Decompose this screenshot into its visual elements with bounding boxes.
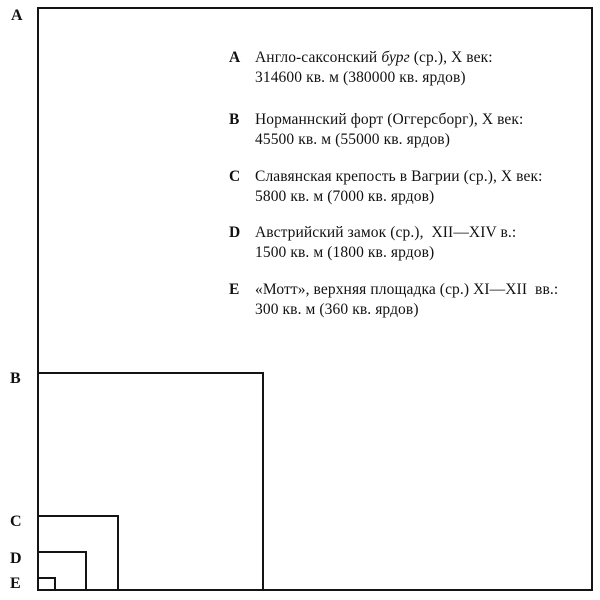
legend-d-line1: Австрийский замок (ср.), XII—XIV в.: <box>255 224 517 241</box>
legend-entry-a <box>229 48 600 88</box>
legend-letter-d: D <box>229 224 241 241</box>
legend-c-line2: 5800 кв. м (7000 кв. ярдов) <box>255 188 435 205</box>
legend-b-line2: 45500 кв. м (55000 кв. ярдов) <box>255 131 450 148</box>
legend-entry-e <box>229 280 600 320</box>
legend-a-line2: 314600 кв. м (380000 кв. ярдов) <box>255 69 466 86</box>
square-e-motte <box>37 577 56 591</box>
legend-e-line1: «Мотт», верхняя площадка (ср.) XI—XII вв.: <box>255 281 559 298</box>
legend-letter-c: C <box>229 168 241 185</box>
legend-letter-a: A <box>229 49 241 66</box>
legend-text-c <box>255 167 600 207</box>
square-label-c: C <box>10 513 22 530</box>
legend-c-line1: Славянская крепость в Вагрии (ср.), X век: <box>255 168 543 185</box>
legend-text-e <box>255 280 600 320</box>
legend-entry-b <box>229 110 600 150</box>
legend-letter-e: E <box>229 281 240 298</box>
legend-e-line2: 300 кв. м (360 кв. ярдов) <box>255 301 419 318</box>
legend-text-b <box>255 110 600 150</box>
square-label-b: B <box>10 370 21 387</box>
square-label-d: D <box>10 550 22 567</box>
square-label-a: A <box>11 7 23 24</box>
legend-text-a <box>255 48 600 88</box>
legend-b-line1: Норманнский форт (Оггерсборг), X век: <box>255 111 524 128</box>
legend-a-line1: Англо-саксонский бург (ср.), X век: <box>255 49 493 66</box>
legend-letter-b: B <box>229 111 240 128</box>
legend-d-line2: 1500 кв. м (1800 кв. ярдов) <box>255 244 435 261</box>
legend-text-d <box>255 223 600 263</box>
legend-entry-d <box>229 223 600 263</box>
square-label-e: E <box>10 575 21 592</box>
legend-entry-c <box>229 167 600 207</box>
